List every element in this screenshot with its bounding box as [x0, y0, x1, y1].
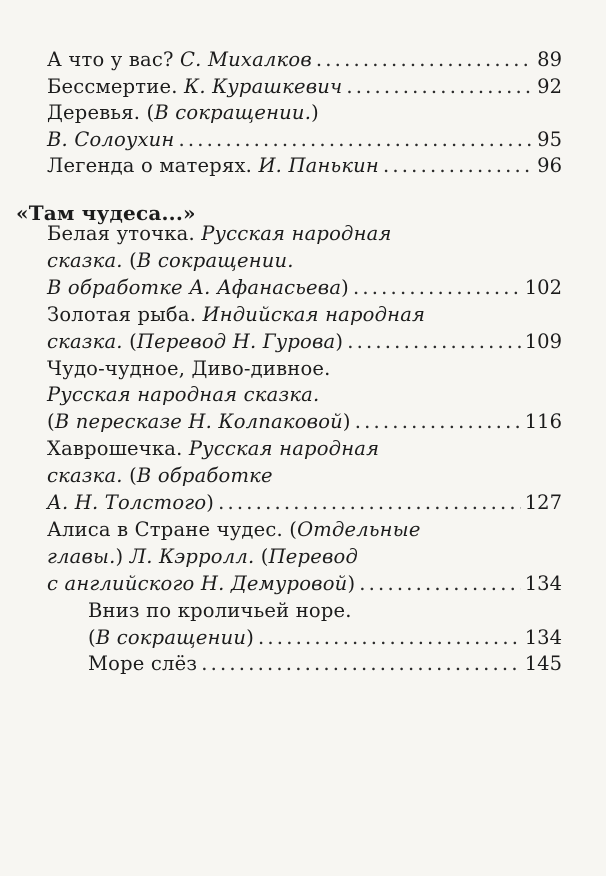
toc-entry-text — [47, 46, 312, 74]
italic-text: с английского Н. Демуровой — [47, 571, 348, 595]
italic-text: главы. — [47, 544, 116, 568]
roman-text: Деревья. ( — [47, 101, 155, 124]
toc-entry-line — [88, 597, 562, 625]
toc-entry-line — [47, 570, 562, 598]
roman-text: ) — [115, 544, 130, 568]
toc-entry-line — [47, 543, 562, 571]
dot-leader — [178, 126, 533, 154]
page-number: 127 — [524, 491, 562, 514]
italic-text: А. Н. Толстого — [47, 491, 207, 514]
roman-text: Бессмертие. — [47, 74, 185, 98]
roman-text: ( — [254, 544, 269, 568]
italic-text: Отдельные — [297, 517, 421, 541]
dot-leader — [346, 73, 533, 101]
dot-leader — [359, 570, 521, 598]
dot-leader — [355, 408, 521, 436]
roman-text: ) — [335, 329, 344, 353]
italic-text: Русская народная — [188, 437, 380, 461]
toc-entry-line — [47, 408, 562, 436]
page-number: 89 — [537, 48, 562, 71]
toc-entry-text — [47, 152, 379, 180]
dot-leader — [353, 274, 521, 302]
page-number: 95 — [537, 127, 562, 151]
toc-entry-line — [47, 274, 562, 302]
roman-text: ) — [206, 491, 215, 514]
toc-entry-line — [47, 328, 562, 356]
italic-text: Л. Кэрролл. — [129, 544, 255, 568]
toc-entry-line — [47, 126, 562, 154]
roman-text: Вниз по кроличьей норе. — [88, 598, 352, 622]
toc-entry-text — [47, 408, 351, 436]
dot-leader — [218, 489, 521, 517]
toc-entry-text — [47, 328, 343, 356]
toc-entry-line — [47, 355, 562, 383]
roman-text: ) — [311, 101, 319, 124]
italic-text: С. Михалков — [180, 48, 312, 71]
roman-text: ( — [47, 410, 55, 434]
italic-text: Русская народная сказка. — [47, 383, 320, 407]
roman-text: Хаврошечка. — [47, 437, 189, 461]
page-number: 145 — [524, 652, 562, 676]
toc-entry-text — [47, 274, 349, 302]
page-number: 102 — [524, 275, 562, 299]
roman-text: Золотая рыба. — [47, 302, 203, 326]
roman-text: ) — [341, 275, 349, 299]
toc-entry-text — [88, 597, 352, 625]
toc-entry-text — [47, 570, 355, 598]
page-number: 134 — [524, 625, 562, 649]
toc-entry-text — [88, 624, 254, 652]
section-title: «Там чудеса...» — [16, 201, 196, 225]
italic-text: Перевод — [268, 544, 359, 568]
toc-entry-text — [47, 489, 214, 517]
italic-text: сказка. — [47, 329, 123, 353]
toc-entry-text — [47, 99, 319, 127]
italic-text: В сокращении. — [154, 101, 312, 124]
italic-text: В. Солоухин — [47, 127, 175, 151]
italic-text: К. Курашкевич — [184, 74, 343, 98]
italic-text: В обработке — [136, 464, 273, 488]
page-number: 96 — [537, 154, 562, 177]
roman-text: Море слёз — [88, 652, 198, 676]
toc-entry-line — [47, 46, 562, 74]
roman-text: ) — [246, 625, 254, 649]
roman-text: ( — [122, 329, 137, 353]
toc-entry-text — [47, 516, 421, 544]
toc-entry-text — [47, 301, 425, 329]
toc-entry-text — [47, 435, 379, 463]
toc-entry-line — [47, 73, 562, 101]
toc-entry-text — [47, 73, 342, 101]
roman-text: А что у вас? — [47, 48, 181, 71]
toc-entry-text — [47, 355, 331, 383]
dot-leader — [258, 624, 521, 652]
toc-entry-line — [47, 152, 562, 180]
dot-leader — [201, 650, 521, 678]
roman-text: Алиса в Стране чудес. ( — [47, 517, 298, 541]
toc-entry-line — [88, 624, 562, 652]
italic-text: В сокращении. — [136, 248, 294, 272]
roman-text: Чудо-чудное, Диво-дивное. — [47, 356, 331, 380]
italic-text: Перевод Н. Гурова — [136, 329, 336, 353]
dot-leader — [316, 46, 533, 74]
italic-text: В сокращении — [95, 625, 247, 649]
toc-entry-line — [47, 516, 562, 544]
italic-text: В пересказе Н. Колпаковой — [54, 410, 343, 434]
dot-leader — [347, 328, 521, 356]
toc-entry-text — [47, 543, 358, 571]
toc-entry-line — [47, 381, 562, 409]
toc-entry-text — [47, 381, 319, 409]
toc-entry-line — [47, 247, 562, 275]
toc-entry-line — [47, 489, 562, 517]
roman-text: ( — [122, 464, 137, 488]
italic-text: И. Панькин — [258, 154, 379, 177]
roman-text: ) — [347, 571, 356, 595]
toc-entry-text — [47, 247, 294, 275]
toc-entry-text — [88, 650, 197, 678]
page-number: 92 — [537, 74, 562, 98]
roman-text: Легенда о матерях. — [47, 154, 259, 177]
toc-entry-line — [47, 435, 562, 463]
roman-text: ( — [122, 248, 137, 272]
toc-entry-line — [47, 99, 562, 127]
toc-entry-text — [47, 462, 273, 490]
italic-text: Русская народная — [201, 222, 392, 245]
italic-text: сказка. — [47, 248, 123, 272]
italic-text: Индийская народная — [202, 302, 426, 326]
toc-entry-text — [47, 126, 174, 154]
dot-leader — [383, 152, 533, 180]
italic-text: В обработке А. Афанасьева — [47, 275, 342, 299]
roman-text: ( — [88, 625, 96, 649]
toc-entry-line — [47, 301, 562, 329]
page-number: 109 — [524, 329, 562, 353]
italic-text: сказка. — [47, 464, 123, 488]
roman-text: ) — [342, 410, 351, 434]
toc-entry-line — [47, 462, 562, 490]
page-number: 116 — [524, 410, 562, 434]
toc-entry-line — [88, 650, 562, 678]
page-number: 134 — [524, 571, 562, 595]
roman-text: Белая уточка. — [47, 222, 202, 245]
